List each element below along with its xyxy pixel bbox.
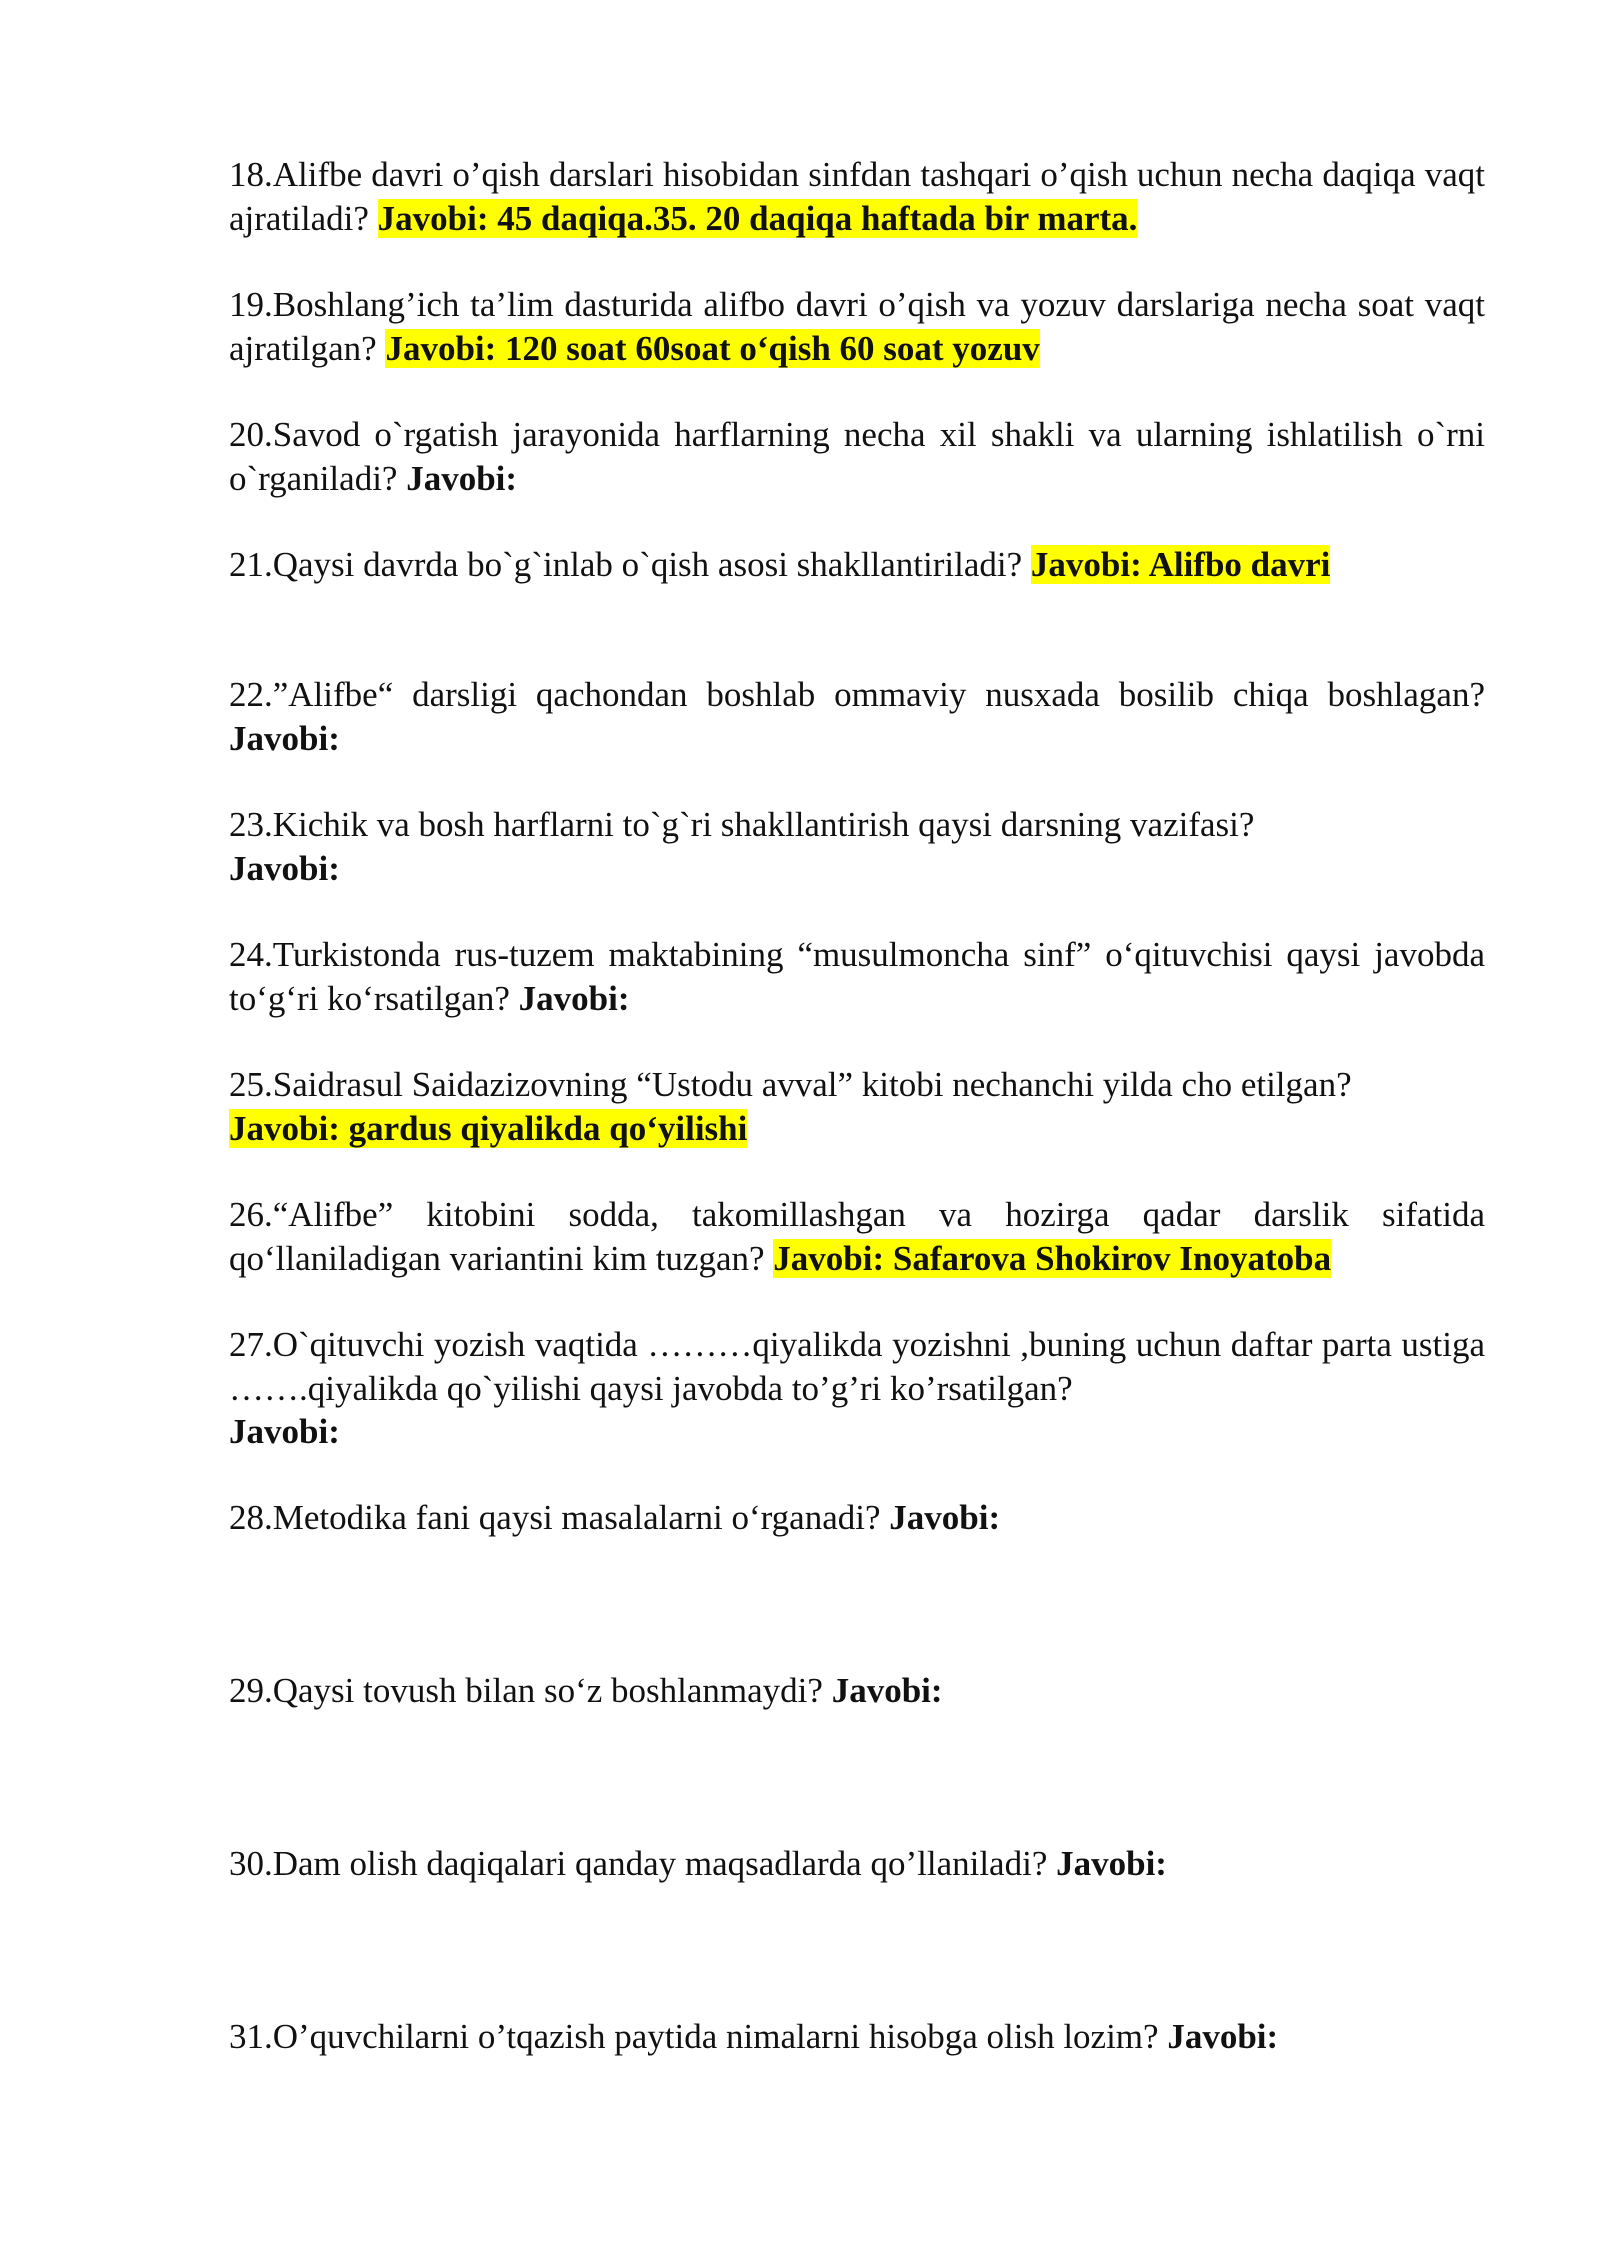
answer-highlighted: Javobi: gardus qiyalikda qo‘yilishi [229, 1108, 748, 1148]
answer: Javobi: [518, 978, 630, 1018]
question-text: 21.Qaysi davrda bo`g`inlab o`qish asosi shakllantiriladi? [229, 545, 1023, 584]
answer: Javobi: [229, 848, 340, 888]
question-text: 25.Saidrasul Saidazizovning “Ustodu avval” kitobi nechanchi yilda cho etilgan? [229, 1065, 1352, 1104]
answer-highlighted: Javobi: Safarova Shokirov Inoyatoba [773, 1238, 1332, 1278]
question-23 [229, 803, 1485, 890]
question-text: 23.Kichik va bosh harflarni to`g`ri shakllantirish qaysi darsning vazifasi? [229, 805, 1255, 844]
question-text: 18.Alifbe davri o’qish darslari hisobidan sinfdan tashqari o’qish uchun necha daqiqa vaqt ajratiladi? [229, 155, 1485, 238]
question-28 [229, 1496, 1485, 1540]
question-31 [229, 2015, 1485, 2059]
answer-highlighted: Javobi: Alifbo davri [1030, 545, 1331, 584]
question-text: 27.O`qituvchi yozish vaqtida ………qiyalikda yozishni ,buning uchun daftar parta ustiga …….qiyalikda qo`yilishi qaysi javobda to’g’ri ko’rsatilgan? [229, 1325, 1485, 1408]
answer: Javobi: [1167, 2017, 1279, 2056]
question-29 [229, 1669, 1485, 1713]
question-text: 31.O’quvchilarni o’tqazish paytida nimalarni hisobga olish lozim? [229, 2017, 1159, 2056]
answer-highlighted: Javobi: 45 daqiqa.35. 20 daqiqa haftada bir marta. [377, 198, 1138, 238]
answer: Javobi: [1056, 1844, 1167, 1883]
question-text: 26.“Alifbe” kitobini sodda, takomillashgan va hozirga qadar darslik sifatida qo‘llaniladigan variantini kim tuzgan? [229, 1195, 1485, 1278]
question-22 [229, 673, 1485, 760]
question-text: 30.Dam olish daqiqalari qanday maqsadlarda qo’llaniladi? [229, 1844, 1048, 1883]
answer: Javobi: [229, 1412, 340, 1451]
question-text: 28.Metodika fani qaysi masalalarni o‘rganadi? [229, 1498, 881, 1537]
question-30 [229, 1842, 1485, 1886]
question-text: 20.Savod o`rgatish jarayonida harflarning necha xil shakli va ularning ishlatilish o`rni o`rganiladi? [229, 415, 1485, 498]
answer-highlighted: Javobi: 120 soat 60soat o‘qish 60 soat yozuv [385, 328, 1040, 368]
answer: Javobi: [831, 1671, 943, 1710]
question-20 [229, 413, 1485, 500]
question-24 [229, 933, 1485, 1020]
question-26 [229, 1193, 1485, 1280]
answer: Javobi: [229, 718, 340, 758]
question-18 [229, 153, 1485, 240]
question-text: 24.Turkistonda rus-tuzem maktabining “musulmoncha sinf” o‘qituvchisi qaysi javobda to‘g‘ri ko‘rsatilgan? [229, 935, 1485, 1018]
answer: Javobi: [889, 1498, 1001, 1537]
question-text: 29.Qaysi tovush bilan so‘z boshlanmaydi? [229, 1671, 823, 1710]
question-21 [229, 543, 1485, 587]
answer: Javobi: [406, 458, 518, 498]
question-19 [229, 283, 1485, 370]
question-27 [229, 1323, 1485, 1454]
question-text: 19.Boshlang’ich ta’lim dasturida alifbo davri o’qish va yozuv darslariga necha soat vaqt ajratilgan? [229, 285, 1485, 368]
question-text: 22.”Alifbe“ darsligi qachondan boshlab ommaviy nusxada bosilib chiqa boshlagan? [229, 675, 1485, 714]
question-25 [229, 1063, 1485, 1150]
